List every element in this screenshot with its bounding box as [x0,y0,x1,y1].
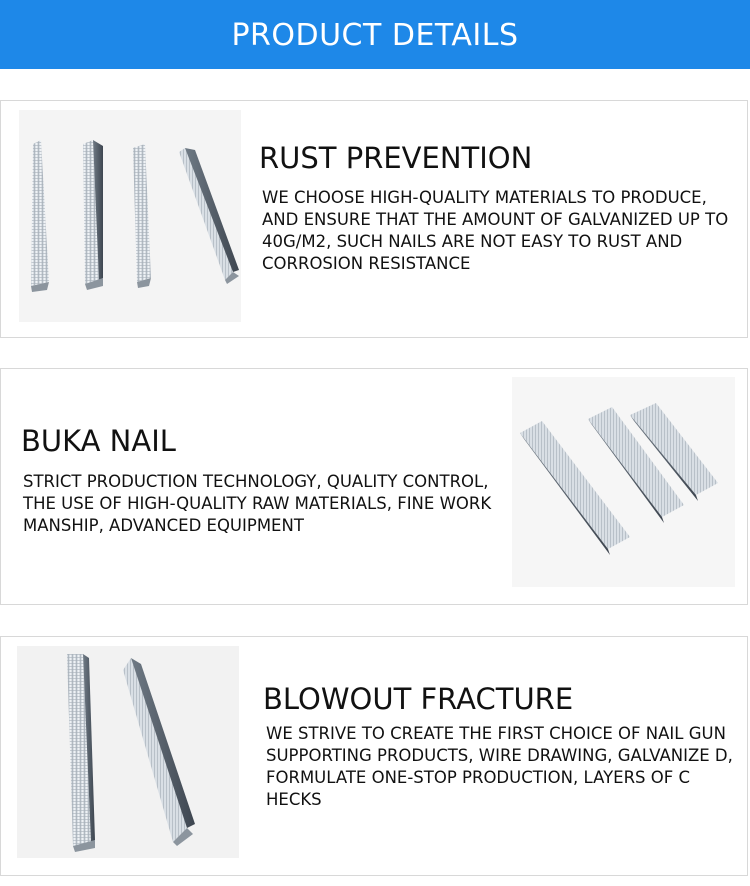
section-title: BUKA NAIL [21,424,176,458]
header-banner [0,0,750,69]
section-description: WE CHOOSE HIGH-QUALITY MATERIALS TO PRODUCE, AND ENSURE THAT THE AMOUNT OF GALVANIZED UP TO 40G/M2, SUCH NAILS ARE NOT EASY TO RUST AND CORROSION RESISTANCE [262,188,729,273]
staples-photo [512,377,735,587]
staples-photo [19,110,241,322]
staples-photo [17,646,239,858]
section-description: STRICT PRODUCTION TECHNOLOGY, QUALITY CONTROL, THE USE OF HIGH-QUALITY RAW MATERIALS, FINE WORK MANSHIP, ADVANCED EQUIPMENT [23,472,492,535]
product-detail-card-rust-prevention [0,100,748,338]
page-title: PRODUCT DETAILS [231,18,519,53]
section-title: RUST PREVENTION [259,141,533,175]
product-detail-card-buka-nail [0,368,748,605]
product-detail-card-blowout-fracture [0,636,748,876]
section-title: BLOWOUT FRACTURE [263,682,574,716]
section-description: WE STRIVE TO CREATE THE FIRST CHOICE OF NAIL GUN SUPPORTING PRODUCTS, WIRE DRAWING, GALVANIZE D, FORMULATE ONE-STOP PRODUCTION, LAYERS OF C HECKS [266,724,733,809]
